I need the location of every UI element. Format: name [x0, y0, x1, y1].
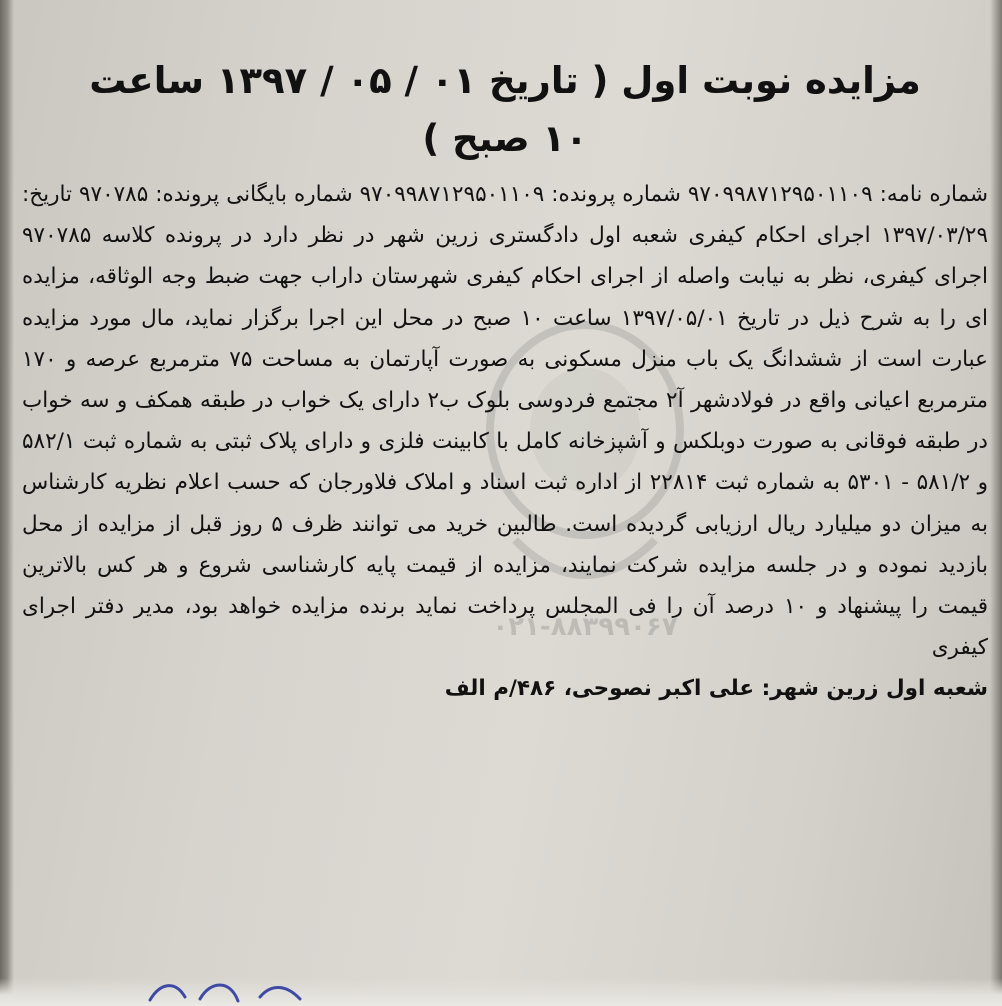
handwritten-mark: [140, 975, 340, 1005]
notice-title: مزایده نوبت اول ( تاریخ ۰۱ / ۰۵ / ۱۳۹۷ ساعت ۱۰ صبح ): [89, 59, 921, 160]
watermark-phone-text: ۰۲۱-۸۸۳۹۹۰۶۷: [492, 612, 678, 640]
notice-signature: شعبه اول زرین شهر: علی اکبر نصوحی، ۴۸۶/م الف: [444, 676, 988, 702]
page-edge-shadow-right: [990, 0, 1002, 1006]
notice-body: شماره نامه: ۹۷۰۹۹۸۷۱۲۹۵۰۱۱۰۹ شماره پرونده: ۹۷۰۹۹۸۷۱۲۹۵۰۱۱۰۹ شماره بایگانی پرونده: ۹۷۰۷۸۵ تاریخ: ۱۳۹۷/۰۳/۲۹ اجرای احکام کیفری شعبه اول دادگستری زرین شهر در نظر دارد در پرونده کلاسه ۹۷۰۷۸۵ اجرای کیفری، نظر به نیابت واصله از اجرای احکام کیفری شهرستان داراب جهت ضبط وجه الوثاقه، مزایده ای را به شرح ذیل در تاریخ ۱۳۹۷/۰۵/۰۱ ساعت ۱۰ صبح در محل این اجرا برگزار نماید، مال مورد مزایده عبارت است از ششدانگ یک باب منزل مسکونی به صورت آپارتمان به مساحت ۷۵ مترمربع عرصه و ۱۷۰ مترمربع اعیانی واقع در فولادشهر آ۲ مجتمع فردوسی بلوک ب۲ دارای یک خواب در طبقه همکف و سه خواب در طبقه فوقانی به صورت دوبلکس و آشپزخانه کامل با کابینت فلزی و دارای پلاک ثبتی به شماره ثبت ۵۸۲/۱ و ۵۸۱/۲ - ۵۳۰۱ به شماره ثبت ۲۲۸۱۴ از اداره ثبت اسناد و املاک فلاورجان که حسب اعلام نظریه کارشناس به میزان دو میلیارد ریال ارزیابی گردیده است. طالبین خرید می توانند ظرف ۵ روز قبل از مزایده از محل بازدید نموده و در جلسه مزایده شرکت نمایند، مزایده از قیمت پایه کارشناسی شروع و هر کس بالاترین قیمت را پیشنهاد و ۱۰ درصد آن را فی المجلس پرداخت نماید برنده مزایده خواهد بود، مدیر دفتر اجرای کیفری: [22, 182, 989, 661]
page-edge-shadow-left: [0, 0, 14, 1006]
auction-notice: [22, 52, 988, 709]
